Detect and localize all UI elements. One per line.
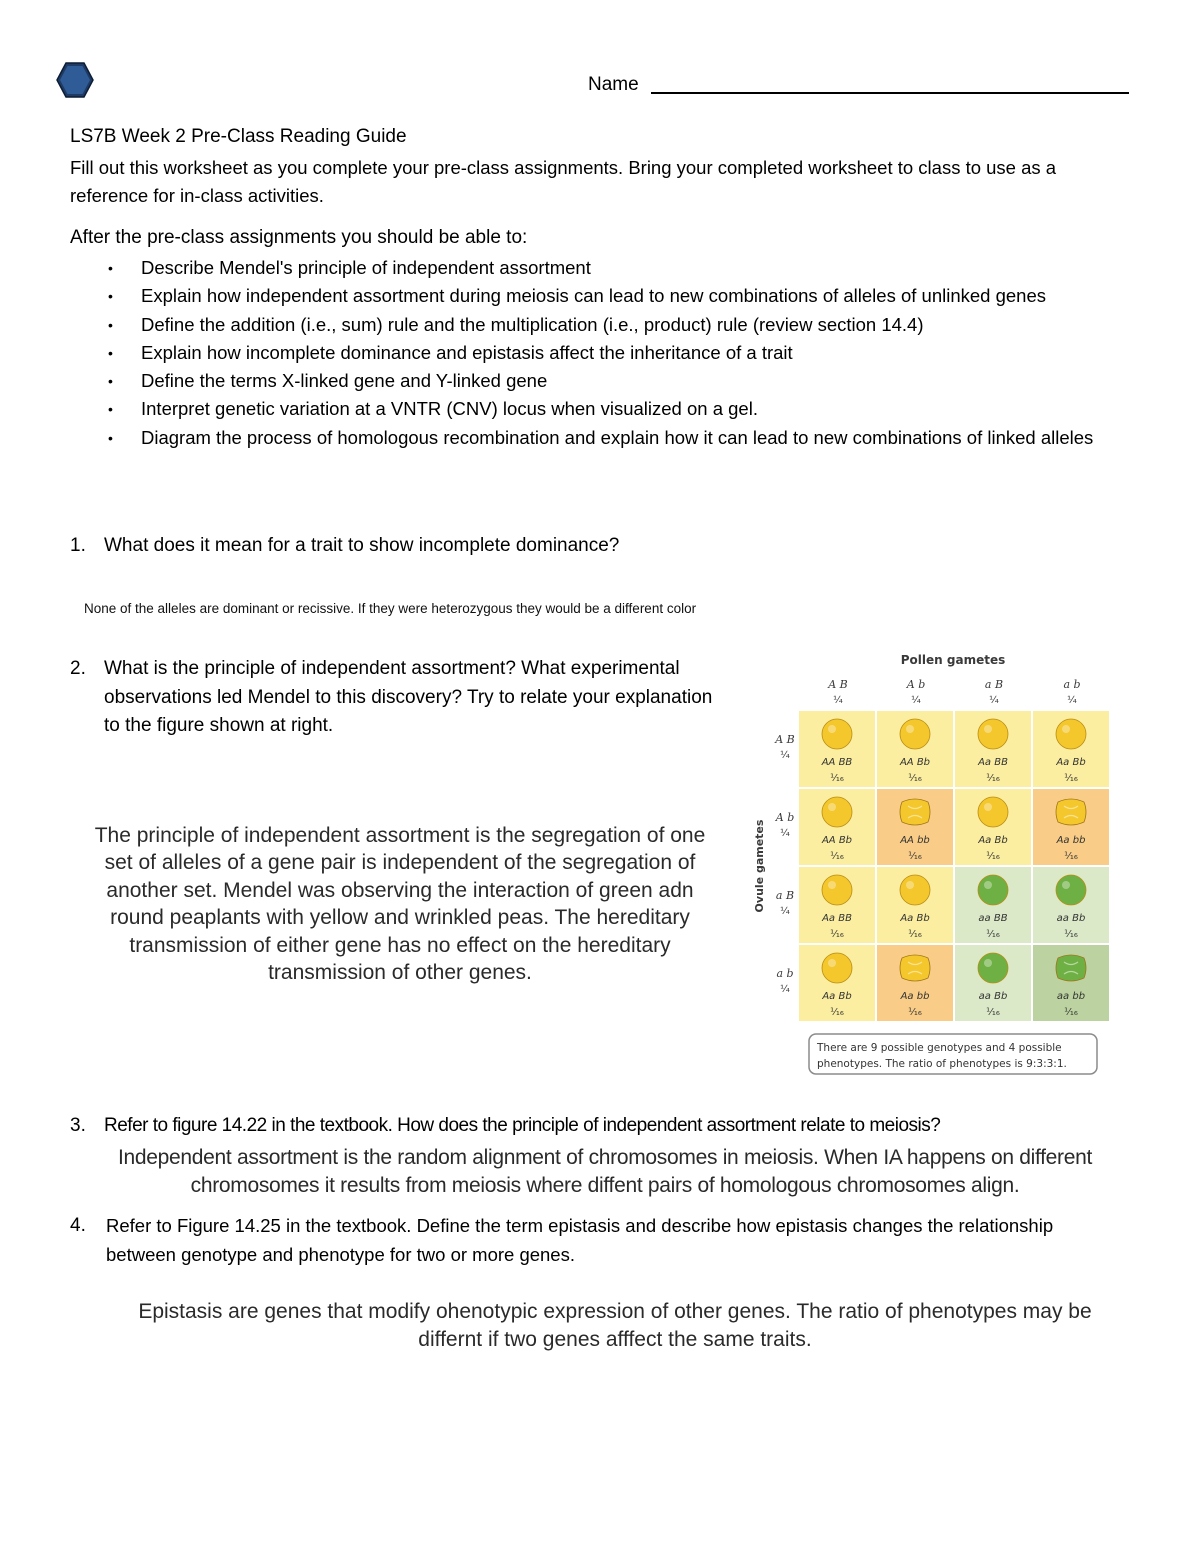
punnett-square-figure [748,648,1118,1082]
answer-3: Independent assortment is the random alignment of chromosomes in meiosis. When IA happens on different chromosomes it results from meiosis where diffent pairs of homologous chromosomes align. [117,1146,1093,1197]
answer-1: None of the alleles are dominant or recissive. If they were heterozygous they would be a different color [84,601,697,616]
objectives-lead: After the pre-class assignments you should be able to: [70,227,528,248]
wrinkled-pea-icon [1056,955,1086,981]
punnett-cell [955,711,1031,787]
pea-highlight [984,881,992,889]
punnett-cell [799,867,875,943]
ovule-freq-label: ¼ [780,828,790,839]
worksheet-intro: Fill out this worksheet as you complete your pre-class assignments. Bring your completed worksheet to class to use as a reference for in-class activities. [70,157,1057,206]
pea-highlight [984,803,992,811]
round-pea-icon [978,953,1008,983]
genotype-label: aa bb [1056,991,1086,1002]
caption-line-1: There are 9 possible genotypes and 4 possible [817,1042,1062,1054]
round-pea-icon [1056,719,1086,749]
round-pea-icon [822,797,852,827]
genotype-label: Aa Bb [822,991,852,1002]
pea-highlight [906,725,914,733]
answer-4: Epistasis are genes that modify ohenotypic expression of other genes. The ratio of phenotypes may be differnt if two genes afffect the same traits. [138,1300,1092,1351]
question-number: 4. [70,1215,86,1236]
probability-label: ¹⁄₁₆ [986,929,1000,940]
round-pea-icon [822,719,852,749]
objective-item: • Define the addition (i.e., sum) rule and the multiplication (i.e., product) rule (review section 14.4) [70,311,1140,339]
punnett-cell [877,789,953,865]
pollen-allele-label: a B [984,678,1004,691]
answer-2: The principle of independent assortment is the segregation of one set of alleles of a gene pair is independent of the segregation of another set. Mendel was observing the interaction of green adn round peaplants with yellow and wrinkled peas. The hereditary transmission of either gene has no effect on the hereditary transmission of other genes. [94,824,706,985]
probability-label: ¹⁄₁₆ [1064,851,1078,862]
genotype-label: aa Bb [978,991,1008,1002]
pollen-freq-label: ¼ [833,695,843,706]
question-number: 2. [70,658,86,679]
ovule-allele-label: A B [775,733,795,746]
genotype-label: aa Bb [1056,913,1086,924]
question-text: Refer to figure 14.22 in the textbook. How does the principle of independent assortment relate to meiosis? [104,1115,941,1136]
genotype-label: Aa BB [822,913,852,924]
punnett-cell [1033,789,1109,865]
ovule-allele-label: a B [775,889,795,902]
round-pea-icon [900,875,930,905]
question-text: What does it mean for a trait to show incomplete dominance? [104,535,620,556]
round-pea-icon [822,875,852,905]
punnett-cell [877,945,953,1021]
round-pea-icon [822,953,852,983]
pea-highlight [828,959,836,967]
pea-highlight [1062,725,1070,733]
objective-item: • Explain how incomplete dominance and epistasis affect the inheritance of a trait [70,339,1140,367]
hexagon-logo-icon [56,61,94,99]
genotype-label: aa BB [978,913,1008,924]
worksheet-title: LS7B Week 2 Pre-Class Reading Guide [70,126,407,147]
genotype-label: Aa Bb [1056,757,1086,768]
probability-label: ¹⁄₁₆ [830,929,844,940]
punnett-cell [955,789,1031,865]
objective-item: • Diagram the process of homologous recombination and explain how it can lead to new combinations of linked alleles [70,424,1140,452]
question-number: 3. [70,1115,86,1136]
round-pea-icon [978,719,1008,749]
genotype-label: AA Bb [821,835,853,846]
question-2 [70,655,730,745]
caption-line-2: phenotypes. The ratio of phenotypes is 9:3:3:1. [817,1058,1067,1070]
punnett-cell [877,867,953,943]
question-text: Refer to Figure 14.25 in the textbook. Define the term epistasis and describe how epistasis changes the relationship between genotype and phenotype for two or more genes. [106,1215,1054,1265]
probability-label: ¹⁄₁₆ [1064,929,1078,940]
probability-label: ¹⁄₁₆ [1064,1007,1078,1018]
ovule-freq-label: ¼ [780,984,790,995]
pollen-freq-label: ¼ [1067,695,1077,706]
genotype-label: Aa bb [1056,835,1086,846]
objective-item: • Describe Mendel's principle of independent assortment [70,254,1140,282]
pollen-gametes-title: Pollen gametes [900,653,1006,667]
genotype-label: AA BB [821,757,853,768]
probability-label: ¹⁄₁₆ [1064,773,1078,784]
pea-highlight [906,881,914,889]
probability-label: ¹⁄₁₆ [908,773,922,784]
genotype-label: Aa bb [900,991,930,1002]
punnett-cell [1033,945,1109,1021]
probability-label: ¹⁄₁₆ [830,1007,844,1018]
wrinkled-pea-icon [900,799,930,825]
punnett-cell [799,789,875,865]
probability-label: ¹⁄₁₆ [830,773,844,784]
pollen-allele-label: A b [906,678,926,691]
round-pea-icon [900,719,930,749]
genotype-label: Aa BB [978,757,1008,768]
pollen-allele-label: a b [1063,678,1081,691]
punnett-cell [955,945,1031,1021]
question-text: What is the principle of independent assortment? What experimental observations led Mendel to this discovery? Try to relate your explanation to the figure shown at right. [104,658,713,736]
objective-item: • Define the terms X-linked gene and Y-linked gene [70,367,1140,395]
punnett-cell [799,711,875,787]
punnett-cell [1033,867,1109,943]
ovule-allele-label: a b [776,967,794,980]
probability-label: ¹⁄₁₆ [908,929,922,940]
round-pea-icon [1056,875,1086,905]
name-label: Name [588,74,639,95]
probability-label: ¹⁄₁₆ [986,773,1000,784]
pollen-allele-label: A B [828,678,848,691]
probability-label: ¹⁄₁₆ [830,851,844,862]
pollen-freq-label: ¼ [989,695,999,706]
objective-item: • Interpret genetic variation at a VNTR (CNV) locus when visualized on a gel. [70,395,1140,423]
genotype-label: AA bb [900,835,930,846]
probability-label: ¹⁄₁₆ [986,851,1000,862]
ovule-freq-label: ¼ [780,750,790,761]
pea-highlight [984,725,992,733]
objective-item: • Explain how independent assortment during meiosis can lead to new combinations of alleles of unlinked genes [70,282,1140,310]
round-pea-icon [978,797,1008,827]
question-number: 1. [70,535,86,556]
genotype-label: Aa Bb [900,913,930,924]
probability-label: ¹⁄₁₆ [908,851,922,862]
pea-highlight [828,725,836,733]
wrinkled-pea-icon [900,955,930,981]
pea-highlight [828,803,836,811]
punnett-cell [1033,711,1109,787]
probability-label: ¹⁄₁₆ [908,1007,922,1018]
round-pea-icon [978,875,1008,905]
ovule-allele-label: A b [775,811,795,824]
pollen-freq-label: ¼ [911,695,921,706]
punnett-cell [877,711,953,787]
ovule-gametes-title: Ovule gametes [753,819,766,913]
punnett-cell [955,867,1031,943]
genotype-label: AA Bb [899,757,931,768]
punnett-cell [799,945,875,1021]
wrinkled-pea-icon [1056,799,1086,825]
name-field[interactable] [651,92,1129,94]
pea-highlight [984,959,992,967]
genotype-label: Aa Bb [978,835,1008,846]
pea-highlight [828,881,836,889]
ovule-freq-label: ¼ [780,906,790,917]
pea-highlight [1062,881,1070,889]
objectives-list [70,254,1140,452]
probability-label: ¹⁄₁₆ [986,1007,1000,1018]
